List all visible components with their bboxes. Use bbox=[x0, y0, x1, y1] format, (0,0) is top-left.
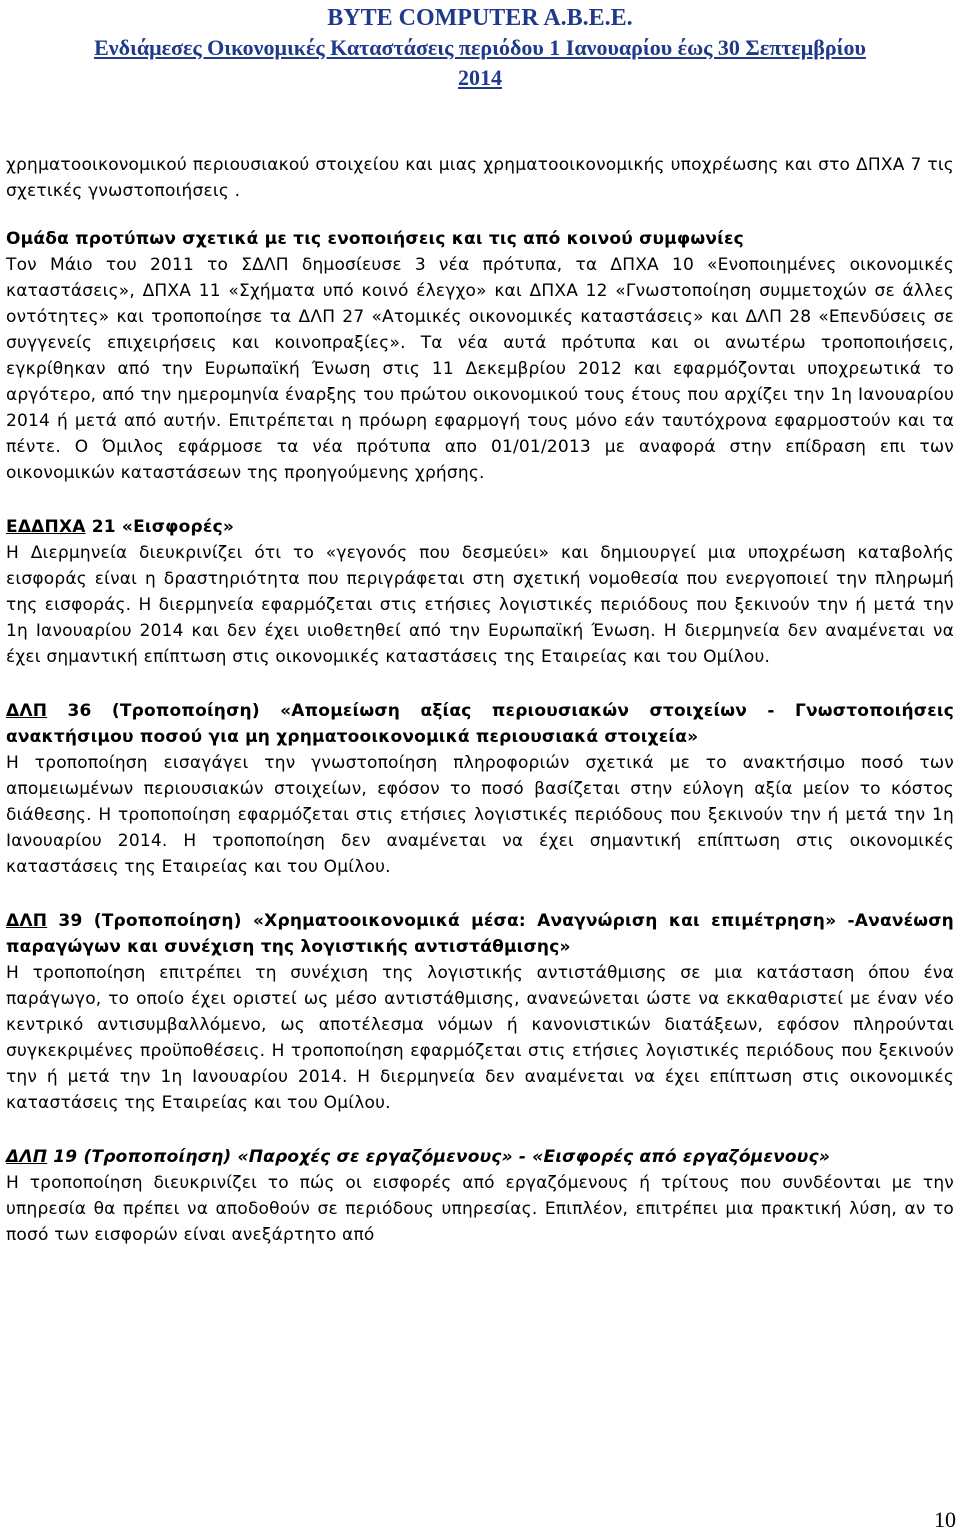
dlp19-heading-rest: 19 (Τροποποίηση) «Παροχές σε εργαζόμενους» - «Εισφορές από εργαζόμενους» bbox=[47, 1147, 830, 1167]
dlp36-heading-underlined: ΔΛΠ bbox=[6, 701, 48, 721]
section-text-dlp36: Η τροποποίηση εισαγάγει την γνωστοποίηση πληροφοριών σχετικά με το ανακτήσιμο ποσό των απομειωμένων περιουσιακών στοιχείων, εφόσον το ποσό βασίζεται στην εύλογη αξία μείον το κόστος διάθεσης. Η τροποποίηση εφαρμόζεται στις ετήσιες λογιστικές περιόδους που ξεκινούν την ή μετά την 1η Ιανουαρίου 2014. Η τροποποίηση δεν αναμένεται να έχει σημαντική επίπτωση στις οικονομικές καταστάσεις της Εταιρείας και του Ομίλου. bbox=[6, 753, 954, 877]
dlp39-heading-underlined: ΔΛΠ bbox=[6, 911, 48, 931]
section-text-dlp19: Η τροποποίηση διευκρινίζει το πώς οι εισφορές από εργαζόμενους ή τρίτους που συνδέονται με την υπηρεσία θα πρέπει να αποδοθούν σε περιόδους υπηρεσίας. Επιπλέον, επιτρέπει μια πρακτική λύση, αν το ποσό των εισφορών είναι ανεξάρτητο από bbox=[6, 1173, 954, 1245]
report-title-year: 2014 bbox=[458, 65, 502, 90]
section-heading-dlp19 bbox=[6, 1144, 954, 1170]
company-name: BYTE COMPUTER A.B.E.E. bbox=[327, 5, 633, 31]
section-text-edpxa21: Η Διερμηνεία διευκρινίζει ότι το «γεγονός που δεσμεύει» και δημιουργεί μια υποχρέωση καταβολής εισφοράς είναι η δραστηριότητα που περιγράφεται στη σχετική νομοθεσία που ενεργοποιεί την πληρωμή της εισφοράς. Η διερμηνεία εφαρμόζεται στις ετήσιες λογιστικές περιόδους που ξεκινούν την ή μετά την 1η Ιανουαρίου 2014 και δεν έχει υιοθετηθεί από την Ευρωπαϊκή Ένωση. Η διερμηνεία δεν αναμένεται να έχει σημαντική επίπτωση στις οικονομικές καταστάσεις της Εταιρείας και του Ομίλου. bbox=[6, 543, 954, 667]
section-heading-consolidation: Ομάδα προτύπων σχετικά με τις ενοποιήσεις και τις από κοινού συμφωνίες bbox=[6, 229, 744, 249]
document-body bbox=[6, 152, 954, 1248]
section-text-dlp39: Η τροποποίηση επιτρέπει τη συνέχιση της λογιστικής αντιστάθμισης σε μια κατάσταση όπου ένα παράγωγο, το οποίο έχει οριστεί ως μέσο αντιστάθμισης, ανανεώνεται ώστε να εκκαθαριστεί με έναν νέο κεντρικό αντισυμβαλλόμενο, ως αποτέλεσμα νόμων ή κανονιστικών διατάξεων, εφόσον πληρούνται συγκεκριμένες προϋποθέσεις. Η τροποποίηση εφαρμόζεται στις ετήσιες λογιστικές περιόδους που ξεκινούν την ή μετά την 1η Ιανουαρίου 2014. Η διερμηνεία δεν αναμένεται να έχει επίπτωση στις οικονομικές καταστάσεις της Εταιρείας και του Ομίλου. bbox=[6, 963, 954, 1113]
paragraph-continuation: χρηματοοικονομικού περιουσιακού στοιχείου και μιας χρηματοοικονομικής υποχρέωσης και στο ΔΠΧΑ 7 τις σχετικές γνωστοποιήσεις . bbox=[6, 155, 954, 201]
report-title: Ενδιάμεσες Οικονομικές Καταστάσεις περιόδου 1 Ιανουαρίου έως 30 Σεπτεμβρίου bbox=[94, 35, 866, 60]
dlp36-heading-rest: 36 (Τροποποίηση) «Απομείωση αξίας περιουσιακών στοιχείων - Γνωστοποιήσεις ανακτήσιμου ποσού για μη χρηματοοικονομικά περιουσιακά στοιχεία» bbox=[6, 701, 954, 747]
edpxa21-heading-underlined: ΕΔΔΠΧΑ bbox=[6, 517, 86, 537]
dlp19-heading-underlined: ΔΛΠ bbox=[6, 1147, 48, 1167]
consolidation-text-part2: Τα νέα αυτά πρότυπα και οι ανωτέρω τροποποιήσεις, εγκρίθηκαν από την Ευρωπαϊκή Ένωση στις 11 Δεκεμβρίου 2012 και εφαρμόζονται υποχρεωτικά το αργότερο, από την ημερομηνία έναρξης του πρώτου οικονομικού τους έτους που αρχίζει την 1η Ιανουαρίου 2014 ή μετά από αυτήν. Επιτρέπεται η πρόωρη εφαρμογή τους μόνο εάν ταυτόχρονα εφαρμοστούν και τα πέντε. Ο Όμιλος εφάρμοσε τα νέα πρότυπα απο 01/01/2013 με αναφορά στην επίδραση επι των οικονομικών καταστάσεων της προηγούμενης χρήσης. bbox=[6, 333, 954, 483]
edpxa21-heading-rest: 21 «Εισφορές» bbox=[85, 517, 235, 537]
dlp39-heading-rest: 39 (Τροποποίηση) «Χρηματοοικονομικά μέσα: Αναγνώριση και επιμέτρηση» -Ανανέωση παραγώγων και συνέχιση της λογιστικής αντιστάθμισης» bbox=[6, 911, 954, 957]
section-heading-edpxa21 bbox=[6, 514, 954, 540]
section-heading-dlp39 bbox=[6, 908, 954, 960]
section-text-consolidation bbox=[6, 252, 954, 486]
section-heading-dlp36 bbox=[6, 698, 954, 750]
page-number: 10 bbox=[934, 1507, 956, 1532]
consolidation-text-part1: Τον Μάιο του 2011 το ΣΔΛΠ δημοσίευσε 3 νέα πρότυπα, τα ΔΠΧΑ 10 «Ενοποιημένες οικονομικές καταστάσεις», ΔΠΧΑ 11 «Σχήματα υπό κοινό έλεγχο» και ΔΠΧΑ 12 «Γνωστοποίηση συμμετοχών σε άλλες οντότητες» και τροποποίησε τα ΔΛΠ 27 «Ατομικές οικονομικές καταστάσεις» και ΔΛΠ 28 «Επενδύσεις σε συγγενείς επιχειρήσεις και κοινοπραξίες». bbox=[6, 255, 954, 353]
document-header bbox=[0, 4, 960, 93]
